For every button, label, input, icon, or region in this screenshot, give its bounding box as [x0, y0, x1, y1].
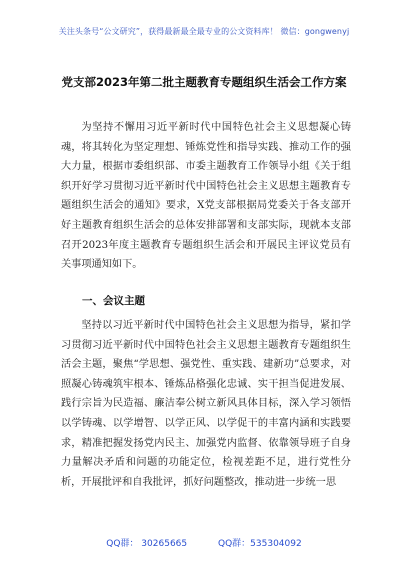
intro-paragraph: 为坚持不懈用习近平新时代中国特色社会主义思想凝心铸魂，将其转化为坚定理想、锤炼党性和指导实践、推动工作的强大力量，根据市委组织部、市委主题教育工作领导小组《关于组织开好学习贯彻习近平新时代中国特色社会主义思想主题教育专题组织生活会的通知》要求，X党支部根据局党委关于各支部开好主题教育组织生活会的总体安排部署和支部实际，现就本支部召开2023年度主题教育专题组织生活会和开展民主评议党员有关事项通知如下。	[61, 122, 351, 271]
meeting-theme-paragraph: 坚持以习近平新时代中国特色社会主义思想为指导，紧扣学习贯彻习近平新时代中国特色社会主义思想主题教育专题组织生活会主题，聚焦“学思想、强党性、重实践、建新功”总要求，对照凝心铸魂筑牢根本、锤炼品格强化忠诚、实干担当促进发展、践行宗旨为民造福、廉洁奉公树立新风具体目标，深入学习领悟以学铸魂、以学增智、以学正风、以学促干的丰富内涵和实践要求，精准把握发扬党内民主、加强党内监督、依靠领导班子自身力量解决矛盾和问题的功能定位，检视差距不足，进行党性分析，开展批评和自我批评，抓好问题整改，推动进一步统一思	[61, 320, 351, 488]
promo-banner: 关注头条号“公文研究”，获得最新最全最专业的公文资料库！ 微信：gongwenyj	[58, 27, 350, 36]
section-heading-meeting-theme: 一、会议主题	[82, 295, 145, 307]
footer-qq-group-2: QQ群：535304092	[218, 539, 302, 549]
footer-qq-groups	[0, 536, 408, 549]
document-title: 党支部2023年第二批主题教育专题组织生活会工作方案	[61, 75, 347, 89]
footer-qq-group-1: QQ群： 30265665	[106, 539, 188, 549]
